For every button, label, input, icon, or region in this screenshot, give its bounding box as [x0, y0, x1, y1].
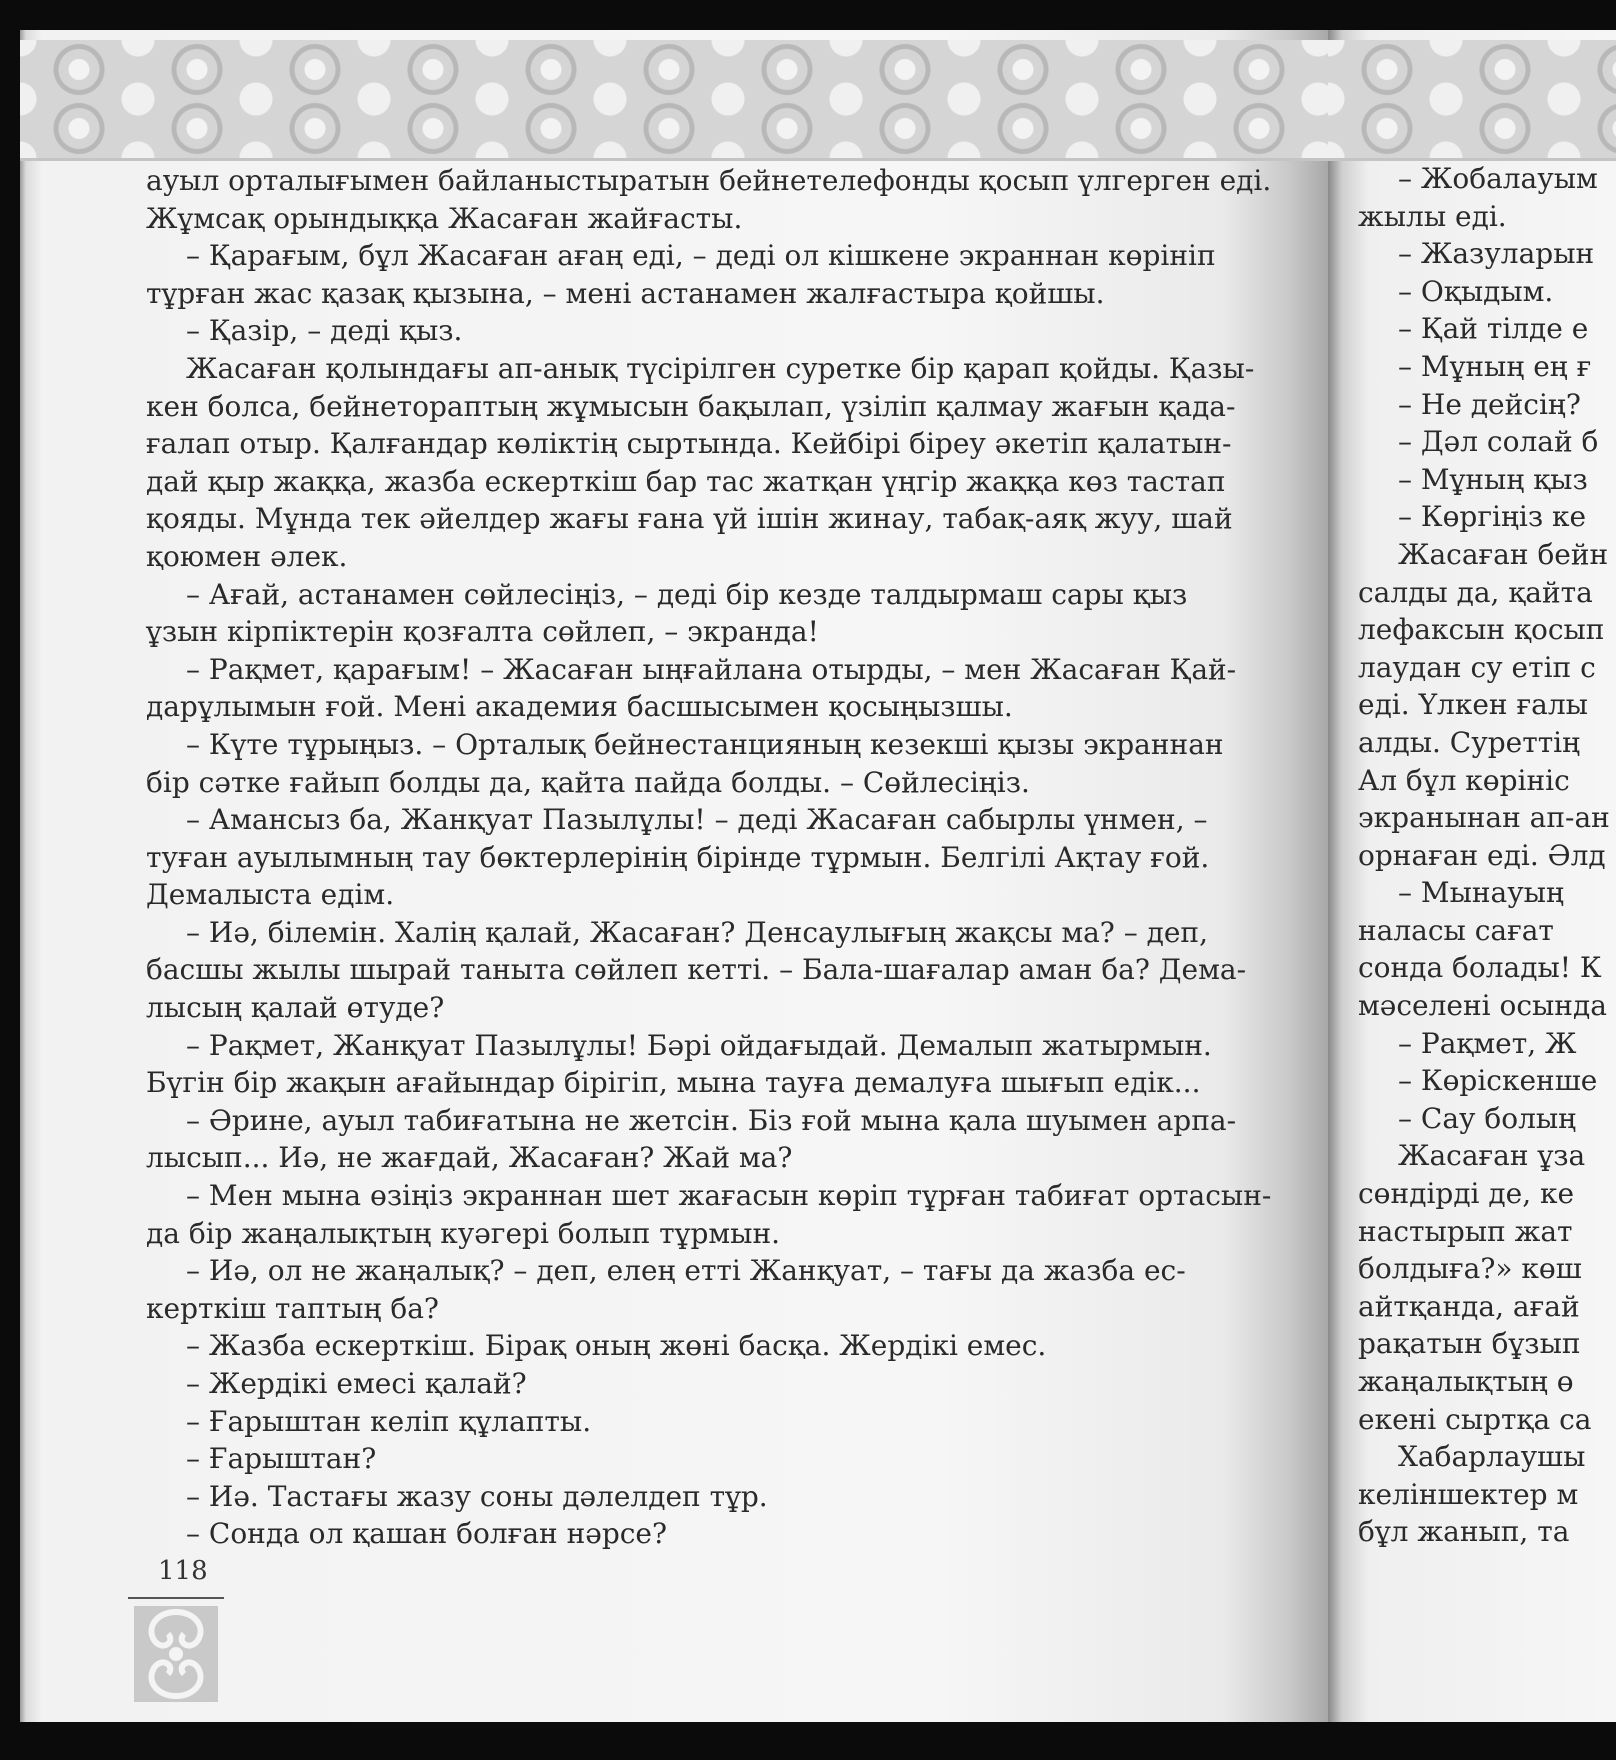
text-line: – Иә, білемін. Халің қалай, Жасаған? Денсаулығың жақсы ма? – деп,: [186, 915, 1208, 949]
text-line: лысың қалай өтуде?: [146, 991, 445, 1025]
text-line: – Көргіңіз ке: [1398, 500, 1587, 534]
text-line: – Мынауың: [1398, 876, 1564, 910]
text-line: орнаған еді. Әлд: [1358, 838, 1606, 872]
text-line: Жасаған қолындағы ап-анық түсірілген суретке бір қарап қойды. Қазы-: [186, 351, 1255, 385]
text-line: – Иә. Тастағы жазу соны дәлелдеп тұр.: [186, 1479, 768, 1513]
text-line: Хабарлаушы: [1398, 1440, 1586, 1474]
right-page: [1328, 30, 1616, 1722]
text-line: – Жазба ескерткіш. Бірақ оның жөні басқа. Жердікі емес.: [186, 1329, 1047, 1363]
text-line: туған ауылымның тау бөктерлерінің бірінде тұрмын. Белгілі Ақтау ғой.: [146, 840, 1210, 874]
text-line: – Рақмет, Ж: [1398, 1026, 1577, 1060]
text-line: – Көріскенше: [1398, 1064, 1598, 1098]
text-line: лефаксын қосып: [1358, 613, 1605, 647]
text-line: дарұлымын ғой. Мені академия басшысымен қосыңызшы.: [146, 690, 1013, 724]
text-line: – Жобалауым: [1398, 162, 1598, 195]
text-line: – Рақмет, Жанқуат Пазылұлы! Бәрі ойдағыдай. Демалып жатырмын.: [186, 1028, 1212, 1062]
text-line: – Рақмет, қарағым! – Жасаған ыңғайлана отырды, – мен Жасаған Қай-: [186, 652, 1237, 686]
text-line: – Сау болың: [1398, 1101, 1577, 1135]
text-line: Ал бұл көрініс: [1358, 763, 1570, 797]
text-line: – Қазір, – деді қыз.: [186, 314, 463, 348]
text-line: сөндірді де, ке: [1358, 1177, 1575, 1211]
text-line: еді. Үлкен ғалы: [1358, 688, 1588, 722]
text-line: Жасаған бейн: [1398, 537, 1609, 571]
text-line: керткіш таптың ба?: [146, 1291, 439, 1325]
text-line: қоюмен әлек.: [146, 539, 348, 573]
left-page-text: [146, 162, 1288, 1553]
text-line: ауыл орталығымен байланыстыратын бейнетелефонды қосып үлгерген еді.: [146, 164, 1272, 197]
right-page-text: [1328, 160, 1616, 1551]
text-line: қояды. Мұнда тек әйелдер жағы ғана үй ішін жинау, табақ-аяқ жуу, шай: [146, 502, 1233, 536]
text-line: – Иә, ол не жаңалық? – деп, елең етті Жанқуат, – тағы да жазба ес-: [186, 1254, 1186, 1288]
text-line: ғалап отыр. Қалғандар көліктің сыртында. Кейбірі біреу әкетіп қалатын-: [146, 427, 1232, 461]
text-line: салды да, қайта: [1358, 575, 1593, 609]
text-line: жылы еді.: [1358, 199, 1507, 233]
text-line: басшы жылы шырай танытa сөйлеп кетті. – Бала-шағалар аман ба? Дема-: [146, 953, 1247, 987]
left-page: [20, 30, 1328, 1722]
text-line: Жұмсақ орындыққа Жасаған жайғасты.: [146, 201, 743, 235]
text-line: ұзын кірпіктерін қозғалта сөйлеп, – экранда!: [146, 615, 819, 649]
text-line: – Не дейсің?: [1398, 387, 1581, 421]
top-ornament-band-right: [1328, 40, 1616, 161]
text-line: болдыға?» көш: [1358, 1252, 1582, 1286]
text-line: рақатын бұзып: [1358, 1327, 1581, 1361]
text-line: – Оқыдым.: [1398, 274, 1554, 308]
text-line: – Мұның қыз: [1398, 462, 1588, 496]
text-line: – Мұның ең ғ: [1398, 349, 1592, 383]
text-line: мәселені осында: [1358, 989, 1607, 1023]
text-line: дай қыр жаққа, жазба ескерткіш бар тас жатқан үңгір жаққа көз тастап: [146, 464, 1226, 498]
text-line: Демалыста едім.: [146, 878, 395, 912]
text-line: тұрған жас қазақ қызына, – мені астанамен жалғастыра қойшы.: [146, 276, 1105, 310]
text-line: сонда болады! К: [1358, 951, 1602, 985]
text-line: да бір жаңалықтың куәгері болып тұрмын.: [146, 1216, 781, 1250]
top-ornament-band: [20, 40, 1328, 161]
text-line: – Ғарыштан келіп құлапты.: [186, 1404, 592, 1438]
text-line: лаудан су етіп с: [1358, 650, 1596, 684]
text-line: Бүгін бір жақын ағайындар бірігіп, мына тауға демалуға шығып едік...: [146, 1066, 1201, 1100]
page-number: 118: [158, 1556, 208, 1586]
text-line: – Ағай, астанамен сөйлесіңіз, – деді бір кезде талдырмаш сары қыз: [186, 577, 1188, 611]
text-line: алды. Суреттің: [1358, 725, 1581, 759]
text-line: – Күте тұрыңыз. – Орталық бейнестанцияның кезекші қызы экраннан: [186, 727, 1224, 761]
text-line: екені сыртқа са: [1358, 1402, 1592, 1436]
text-line: экранынан ап-ан: [1358, 801, 1610, 835]
text-line: – Дәл солай б: [1398, 425, 1599, 459]
text-line: – Әрине, ауыл табиғатына не жетсін. Біз ғой мына қала шуымен арпа-: [186, 1103, 1237, 1137]
text-line: – Мен мына өзіңіз экраннан шет жағасын көріп тұрған табиғат ортасын-: [186, 1179, 1272, 1213]
text-line: – Қай тілде е: [1398, 312, 1589, 346]
text-line: – Жазуларын: [1398, 237, 1595, 271]
text-line: жаңалықтың ө: [1358, 1365, 1574, 1398]
corner-ornament-icon: [128, 1596, 224, 1708]
text-line: бір сәтке ғайып болды да, қайта пайда болды. – Сөйлесіңіз.: [146, 765, 1030, 799]
text-line: кен болса, бейнетораптың жұмысын бақылап, үзіліп қалмау жағын қада-: [146, 389, 1236, 423]
text-line: келіншектер м: [1358, 1477, 1579, 1511]
text-line: – Қарағым, бұл Жасаған ағаң еді, – деді ол кішкене экраннан көрініп: [186, 239, 1216, 273]
text-line: бұл жанып, та: [1358, 1515, 1570, 1549]
text-line: – Амансыз ба, Жанқуат Пазылұлы! – деді Жасаған сабырлы үнмен, –: [186, 803, 1208, 837]
text-line: – Ғарыштан?: [186, 1442, 377, 1476]
text-line: наласы сағат: [1358, 913, 1554, 947]
text-line: айтқанда, ағай: [1358, 1289, 1580, 1323]
text-line: Жасаған ұза: [1398, 1139, 1586, 1173]
text-line: лысып... Иә, не жағдай, Жасаған? Жай ма?: [146, 1141, 793, 1175]
text-line: – Сонда ол қашан болған нәрсе?: [186, 1517, 668, 1551]
text-line: – Жердікі емесі қалай?: [186, 1367, 527, 1400]
text-line: настырып жат: [1358, 1214, 1573, 1248]
